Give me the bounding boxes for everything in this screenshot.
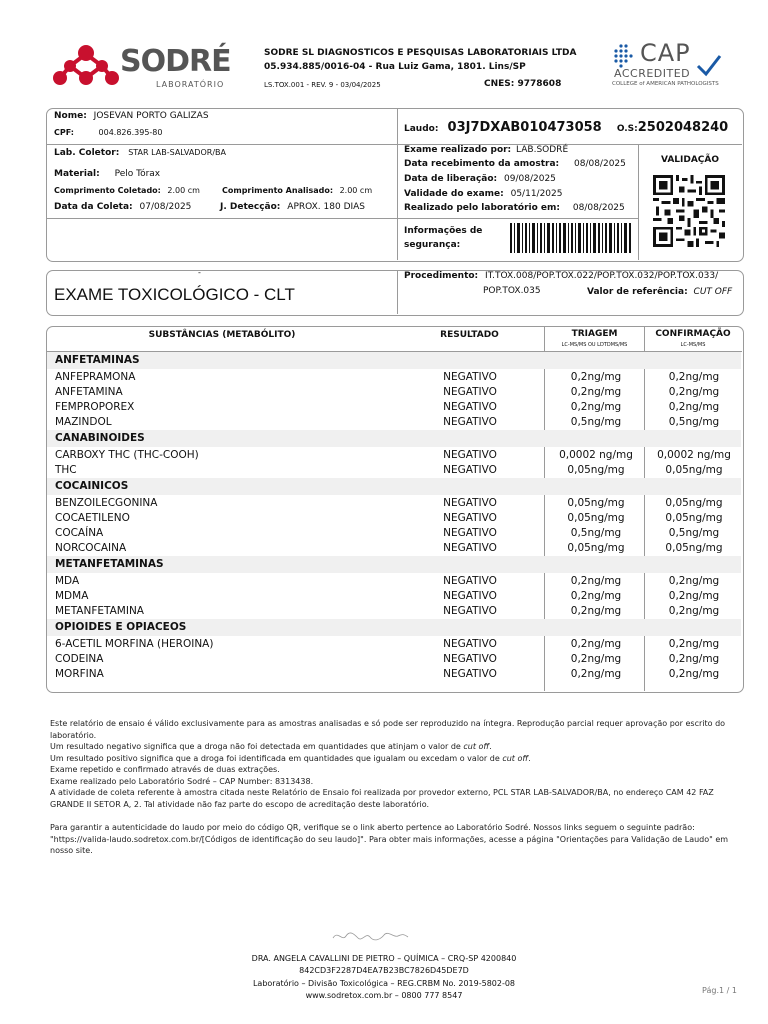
- note-negative: Um resultado negativo significa que a droga não foi detectada em quantidades que atinjam o valor de cut off.: [50, 742, 492, 751]
- category-row: [47, 352, 741, 369]
- comp-analisado-label: Comprimento Analisado:: [222, 186, 334, 195]
- footer-signer: DRA. ANGELA CAVALLINI DE PIETRO – QUÍMICA – CRQ-SP 4200840: [251, 954, 517, 963]
- substance-cell: COCAETILENO: [55, 512, 130, 524]
- triagem-cell: 0,2ng/mg: [570, 575, 622, 587]
- recebimento-row: [404, 159, 626, 169]
- triagem-cell: 0,5ng/mg: [570, 527, 622, 539]
- security-barcode: [510, 223, 632, 253]
- triagem-cell: 0,05ng/mg: [567, 542, 625, 554]
- note-negative-cutoff: cut off: [463, 742, 490, 751]
- header-confirmacao: CONFIRMAÇÃO: [655, 329, 731, 339]
- triagem-cell: 0,2ng/mg: [570, 371, 622, 383]
- os-label: O.S:: [616, 124, 638, 134]
- note-collection: A atividade de coleta referente à amostra citada neste Relatório de Ensaio foi realizada por provedor externo, PCL STAR LAB-SALVADOR/BA, no endereço CAM 42 FAZ GRANDE II SETOR A, 2. Tal atividade não faz parte do escopo de acreditação deste laboratório.: [50, 788, 714, 809]
- recebimento-value: 08/08/2025: [574, 159, 626, 169]
- table-row: [47, 526, 741, 540]
- table-row: [47, 511, 741, 525]
- logo-wordmark: SODRÉ: [120, 44, 231, 79]
- table-row: [47, 385, 741, 399]
- header-triagem: TRIAGEM: [571, 329, 618, 339]
- result-cell: NEGATIVO: [443, 512, 497, 524]
- triagem-cell: 0,05ng/mg: [567, 512, 625, 524]
- note-positive: Um resultado positivo significa que a droga foi identificada em quantidades que igualam ou excedam o valor de cut off.: [50, 753, 531, 763]
- comp-analisado-value: 2.00 cm: [339, 186, 373, 195]
- category-label: ANFETAMINAS: [55, 354, 140, 366]
- substance-cell: NORCOCAINA: [55, 542, 127, 554]
- comp-coletado-value: 2.00 cm: [167, 186, 200, 195]
- nome-value: JOSEVAN PORTO GALIZAS: [93, 111, 209, 121]
- category-row: [47, 619, 741, 636]
- confirmacao-cell: 0,05ng/mg: [665, 542, 723, 554]
- note-repeat: Exame repetido e confirmado através de duas extrações.: [50, 765, 280, 774]
- recebimento-label: Data recebimento da amostra:: [404, 159, 560, 169]
- substance-cell: FEMPROPOREX: [55, 401, 135, 413]
- laudo-row: [404, 116, 728, 135]
- realizado-lab-row: [404, 203, 625, 213]
- validacao-label: VALIDAÇÃO: [660, 155, 720, 165]
- header-substancias: SUBSTÂNCIAS (METABÓLITO): [148, 330, 296, 340]
- note-negative-text: Um resultado negativo significa que a droga não foi detectada em quantidades que atinjam o valor de: [50, 742, 464, 751]
- data-coleta-row: [54, 202, 191, 212]
- result-cell: NEGATIVO: [443, 386, 497, 398]
- triagem-cell: 0,2ng/mg: [570, 653, 622, 665]
- cap-accredited: ACCREDITED: [614, 67, 691, 80]
- comp-coletado-label: Comprimento Coletado:: [54, 186, 161, 195]
- triagem-cell: 0,2ng/mg: [570, 590, 622, 602]
- triagem-cell: 0,2ng/mg: [570, 605, 622, 617]
- header-triagem-sub: LC-MS/MS OU LDTDMS/MS: [561, 342, 628, 348]
- deteccao-row: [220, 202, 365, 212]
- result-cell: NEGATIVO: [443, 590, 497, 602]
- molecule-icon: [52, 44, 120, 88]
- triagem-cell: 0,05ng/mg: [567, 464, 625, 476]
- confirmacao-cell: 0,2ng/mg: [668, 386, 720, 398]
- material-row: [54, 169, 160, 179]
- check-icon: [696, 54, 722, 78]
- table-row: [47, 448, 741, 462]
- data-coleta-label: Data da Coleta:: [54, 202, 133, 212]
- triagem-cell: 0,2ng/mg: [570, 386, 622, 398]
- logo-subtitle: LABORATÓRIO: [156, 80, 225, 89]
- sodre-logo: [52, 44, 237, 96]
- coletor-value: STAR LAB-SALVADOR/BA: [128, 148, 226, 157]
- liberacao-row: [404, 174, 556, 184]
- deteccao-value: APROX. 180 DIAS: [287, 202, 366, 212]
- confirmacao-cell: 0,2ng/mg: [668, 653, 720, 665]
- note-validity: Este relatório de ensaio é válido exclusivamente para as amostras analisadas e só pode ser reproduzido na íntegra. Reprodução parcial requer aprovação por escrito do laboratório.: [50, 719, 726, 740]
- data-coleta-value: 07/08/2025: [139, 202, 192, 212]
- category-label: OPIOIDES E OPIACEOS: [55, 621, 187, 633]
- result-cell: NEGATIVO: [443, 464, 497, 476]
- nome-label: Nome:: [54, 111, 87, 121]
- comp-coletado-row: [54, 186, 200, 195]
- result-cell: NEGATIVO: [443, 416, 497, 428]
- confirmacao-cell: 0,05ng/mg: [665, 512, 723, 524]
- confirmacao-cell: 0,5ng/mg: [668, 527, 720, 539]
- note-cap: Exame realizado pelo Laboratório Sodré – CAP Number: 8313438.: [50, 776, 314, 786]
- result-cell: NEGATIVO: [443, 542, 497, 554]
- material-value: Pelo Tórax: [114, 169, 161, 179]
- realizado-por-label: Exame realizado por:: [404, 145, 512, 155]
- confirmacao-cell: 0,2ng/mg: [668, 401, 720, 413]
- result-cell: NEGATIVO: [443, 638, 497, 650]
- confirmacao-cell: 0,2ng/mg: [668, 575, 720, 587]
- referencia-label: Valor de referência:: [587, 287, 688, 297]
- substance-cell: BENZOILECGONINA: [55, 497, 158, 509]
- confirmacao-cell: 0,2ng/mg: [668, 605, 720, 617]
- category-row: [47, 430, 741, 447]
- procedimento-line2: POP.TOX.035: [483, 286, 541, 296]
- substance-cell: MORFINA: [55, 668, 104, 680]
- result-cell: NEGATIVO: [443, 527, 497, 539]
- substance-cell: ANFEPRAMONA: [55, 371, 136, 383]
- confirmacao-cell: 0,2ng/mg: [668, 371, 720, 383]
- comp-analisado-row: [222, 186, 372, 195]
- procedimento-line1: IT.TOX.008/POP.TOX.022/POP.TOX.032/POP.TOX.033/: [485, 271, 719, 281]
- cap-dots-icon: [612, 43, 638, 69]
- result-cell: NEGATIVO: [443, 449, 497, 461]
- table-row: [47, 637, 741, 651]
- confirmacao-cell: 0,05ng/mg: [665, 464, 723, 476]
- result-cell: NEGATIVO: [443, 497, 497, 509]
- confirmacao-cell: 0,0002 ng/mg: [657, 449, 731, 461]
- table-row: [47, 463, 741, 477]
- footer-hash: 842CD3F2287D4EA7B23BC7826D45DE7D: [299, 966, 469, 975]
- triagem-cell: 0,05ng/mg: [567, 497, 625, 509]
- note-positive-cutoff: cut off: [502, 753, 529, 763]
- procedimento-row: [404, 271, 718, 281]
- laudo-value: 03J7DXAB010473058: [447, 120, 602, 135]
- referencia-value: CUT OFF: [693, 287, 733, 297]
- result-cell: NEGATIVO: [443, 371, 497, 383]
- substance-cell: THC: [55, 464, 77, 476]
- cnes: CNES: 9778608: [484, 79, 562, 89]
- seguranca-label-line1: Informações de: [404, 226, 483, 236]
- coletor-row: [54, 148, 226, 158]
- triagem-cell: 0,2ng/mg: [570, 668, 622, 680]
- result-cell: NEGATIVO: [443, 605, 497, 617]
- result-cell: NEGATIVO: [443, 401, 497, 413]
- confirmacao-cell: 0,2ng/mg: [668, 638, 720, 650]
- confirmacao-cell: 0,5ng/mg: [668, 416, 720, 428]
- realizado-lab-label: Realizado pelo laboratório em:: [404, 203, 560, 213]
- table-body: [47, 352, 741, 688]
- liberacao-label: Data de liberação:: [404, 174, 498, 184]
- triagem-cell: 0,0002 ng/mg: [559, 449, 633, 461]
- realizado-por-value: LAB.SODRÉ: [516, 145, 569, 155]
- validade-label: Validade do exame:: [404, 189, 504, 199]
- substance-cell: METANFETAMINA: [55, 605, 144, 617]
- table-row: [47, 370, 741, 384]
- table-row: [47, 604, 741, 618]
- cap-text: CAP: [640, 39, 691, 67]
- procedimento-label: Procedimento:: [404, 271, 479, 281]
- substance-cell: ANFETAMINA: [55, 386, 123, 398]
- cpf-row: [54, 128, 162, 137]
- triagem-cell: 0,5ng/mg: [570, 416, 622, 428]
- liberacao-value: 09/08/2025: [504, 174, 556, 184]
- result-cell: NEGATIVO: [443, 653, 497, 665]
- header-confirmacao-sub: LC-MS/MS: [680, 342, 706, 348]
- category-label: METANFETAMINAS: [55, 558, 164, 570]
- realizado-lab-value: 08/08/2025: [572, 203, 625, 213]
- category-row: [47, 478, 741, 495]
- nome-row: [54, 111, 209, 121]
- realizado-por-row: [404, 145, 568, 155]
- company-name: SODRE SL DIAGNOSTICOS E PESQUISAS LABORATORIAIS LTDA: [264, 48, 577, 58]
- company-address: 05.934.885/0016-04 - Rua Luiz Gama, 1801. Lins/SP: [264, 62, 526, 72]
- confirmacao-cell: 0,2ng/mg: [668, 590, 720, 602]
- substance-cell: CARBOXY THC (THC-COOH): [55, 449, 199, 461]
- substance-cell: MDMA: [55, 590, 89, 602]
- table-row: [47, 400, 741, 414]
- footer-division: Laboratório – Divisão Toxicológica – REG.CRBM No. 2019-5802-08: [252, 979, 516, 988]
- table-row: [47, 541, 741, 555]
- page-number: Pág.1 / 1: [702, 986, 737, 995]
- table-row: [47, 496, 741, 510]
- substance-cell: CODEINA: [55, 653, 104, 665]
- material-label: Material:: [54, 169, 100, 179]
- seguranca-label: [404, 224, 482, 252]
- table-row: [47, 652, 741, 666]
- note-authenticity: Para garantir a autenticidade do laudo por meio do código QR, verifique se o link aberto pertence ao Laboratório Sodré. Nossos links seguem o seguinte padrão: "https://valida-laudo.sodretox.com.br/[Códigos de identificação do seu laudo]". Para obter mais informações, acesse a página "Orientações para Validação de Laudo" em nosso site.: [50, 823, 729, 855]
- deteccao-label: J. Detecção:: [220, 202, 281, 212]
- validade-row: [404, 189, 562, 199]
- category-label: COCAINICOS: [55, 480, 129, 492]
- result-cell: NEGATIVO: [443, 575, 497, 587]
- signature-image: [330, 928, 410, 944]
- table-row: [47, 667, 741, 681]
- revision: LS.TOX.001 - REV. 9 - 03/04/2025: [264, 81, 381, 89]
- table-row: [47, 589, 741, 603]
- note-positive-text: Um resultado positivo significa que a droga foi identificada em quantidades que igualam ou excedam o valor de: [50, 753, 503, 763]
- triagem-cell: 0,2ng/mg: [570, 638, 622, 650]
- validade-value: 05/11/2025: [510, 189, 563, 199]
- substance-cell: MDA: [55, 575, 80, 587]
- exam-title: EXAME TOXICOLÓGICO - CLT: [54, 285, 295, 304]
- header-resultado: RESULTADO: [440, 330, 499, 340]
- seguranca-label-line2: segurança:: [404, 240, 461, 250]
- substance-cell: MAZINDOL: [55, 416, 112, 428]
- category-label: CANABINOIDES: [55, 432, 145, 444]
- cpf-value: 004.826.395-80: [98, 128, 163, 137]
- table-row: [47, 415, 741, 429]
- table-row: [47, 574, 741, 588]
- cap-badge: [612, 40, 724, 92]
- confirmacao-cell: 0,05ng/mg: [665, 497, 723, 509]
- result-cell: NEGATIVO: [443, 668, 497, 680]
- category-row: [47, 556, 741, 573]
- substance-cell: COCAÍNA: [55, 527, 104, 539]
- os-value: 2502048240: [637, 120, 729, 135]
- confirmacao-cell: 0,2ng/mg: [668, 668, 720, 680]
- notes: [50, 718, 730, 857]
- laudo-label: Laudo:: [404, 124, 439, 134]
- substance-cell: 6-ACETIL MORFINA (HEROINA): [55, 638, 214, 650]
- cpf-label: CPF:: [54, 128, 74, 137]
- referencia-row: [587, 287, 732, 297]
- coletor-label: Lab. Coletor:: [54, 148, 120, 158]
- title-dash: -: [198, 268, 201, 277]
- triagem-cell: 0,2ng/mg: [570, 401, 622, 413]
- cap-college: COLLEGE of AMERICAN PATHOLOGISTS: [612, 81, 719, 87]
- validation-qr-code[interactable]: [651, 175, 727, 247]
- footer-contact[interactable]: www.sodretox.com.br – 0800 777 8547: [305, 991, 463, 1000]
